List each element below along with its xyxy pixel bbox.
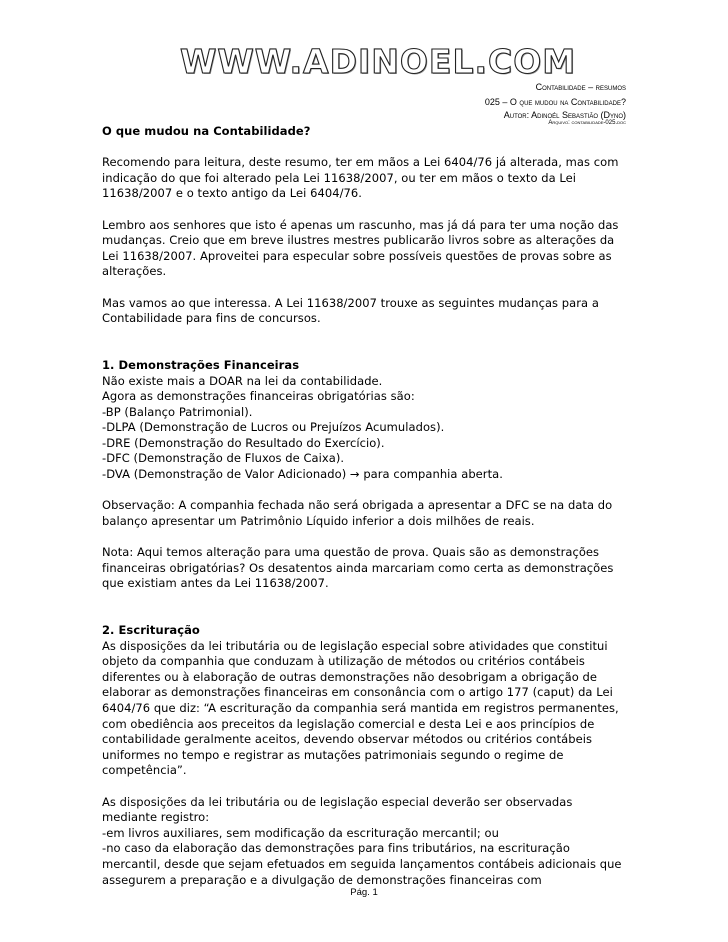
header-filename: Arquivo: contabilidade-025.doc <box>548 120 626 126</box>
document-title: O que mudou na Contabilidade? <box>102 124 311 138</box>
section-2-line: mediante registro: <box>102 810 210 825</box>
section-1-line: Não existe mais a DOAR na lei da contabilidade. <box>102 373 383 388</box>
section-1-line: -DVA (Demonstração de Valor Adicionado) → para companhia aberta. <box>102 467 503 482</box>
section-2-heading: 2. Escrituração <box>102 623 200 637</box>
section-2-line: -no caso da elaboração das demonstrações para fins tributários, na escrituração mercantil, desde que sejam efetuados em seguida lançamentos contábeis adicionais que assegurem a preparação e a divulgação de demonstrações financeiras com <box>102 841 622 887</box>
section-1-observation: Observação: A companhia fechada não será obrigada a apresentar a DFC se na data do balanço apresentar um Patrimônio Líquido inferior a dois milhões de reais. <box>102 498 613 528</box>
document-body <box>102 124 628 888</box>
section-1-line: Agora as demonstrações financeiras obrigatórias são: <box>102 389 415 404</box>
section-2-paragraph-1: As disposições da lei tributária ou de legislação especial sobre atividades que constitui objeto da companhia que conduzam à utilização de métodos ou critérios contábeis diferentes ou à elaboração de outras demonstrações não desobrigam a obrigação de elaborar as demonstrações financeiras em consonância com o artigo 177 (caput) da Lei 6404/76 que diz: “A escrituração da companhia será mantida em registros permanentes, com obediência aos preceitos da legislação comercial e desta Lei e aos princípios de contabilidade geralmente aceitos, devendo observar métodos ou critérios contábeis uniformes no tempo e registrar as mutações patrimoniais segundo o regime de competência”. <box>102 638 619 778</box>
section-2-line: As disposições da lei tributária ou de legislação especial deverão ser observadas <box>102 794 573 809</box>
intro-paragraph-1: Recomendo para leitura, deste resumo, ter em mãos a Lei 6404/76 já alterada, mas com indicação do que foi alterado pela Lei 11638/2007, ou ter em mãos o texto da Lei 11638/2007 e o texto antigo da Lei 6404/76. <box>102 155 619 201</box>
site-watermark: WWW.ADINOEL.COM <box>180 42 577 81</box>
header-category: Contabilidade – resumos <box>535 82 626 92</box>
page-number: Pág. 1 <box>350 887 378 898</box>
section-1-line: -DRE (Demonstração do Resultado do Exercício). <box>102 435 385 450</box>
section-1-list <box>102 374 628 483</box>
intro-paragraph-3: Mas vamos ao que interessa. A Lei 11638/2007 trouxe as seguintes mudanças para a Contabilidade para fins de concursos. <box>102 295 599 326</box>
section-2-paragraph-2 <box>102 795 628 889</box>
section-1-line: -BP (Balanço Patrimonial). <box>102 404 253 419</box>
header-author: Autor: Adinoél Sebastião (Dyno) <box>503 110 626 120</box>
header-topic: 025 – O que mudou na Contabilidade? <box>484 97 626 107</box>
section-1-heading: 1. Demonstrações Financeiras <box>102 357 300 372</box>
section-1-note: Nota: Aqui temos alteração para uma questão de prova. Quais são as demonstrações financeiras obrigatórias? Os desatentos ainda marcariam como certa as demonstrações que existiam antes da Lei 11638/2007. <box>102 545 614 591</box>
intro-paragraph-2: Lembro aos senhores que isto é apenas um rascunho, mas já dá para ter uma noção das mudanças. Creio que em breve ilustres mestres publicarão livros sobre as alterações da Lei 11638/2007. Aproveitei para especular sobre possíveis questões de provas sobre as alterações. <box>102 217 619 279</box>
section-1-line: -DLPA (Demonstração de Lucros ou Prejuízos Acumulados). <box>102 420 445 435</box>
section-1-line: -DFC (Demonstração de Fluxos de Caixa). <box>102 451 345 466</box>
section-2-line: -em livros auxiliares, sem modificação da escrituração mercantil; ou <box>102 825 499 840</box>
